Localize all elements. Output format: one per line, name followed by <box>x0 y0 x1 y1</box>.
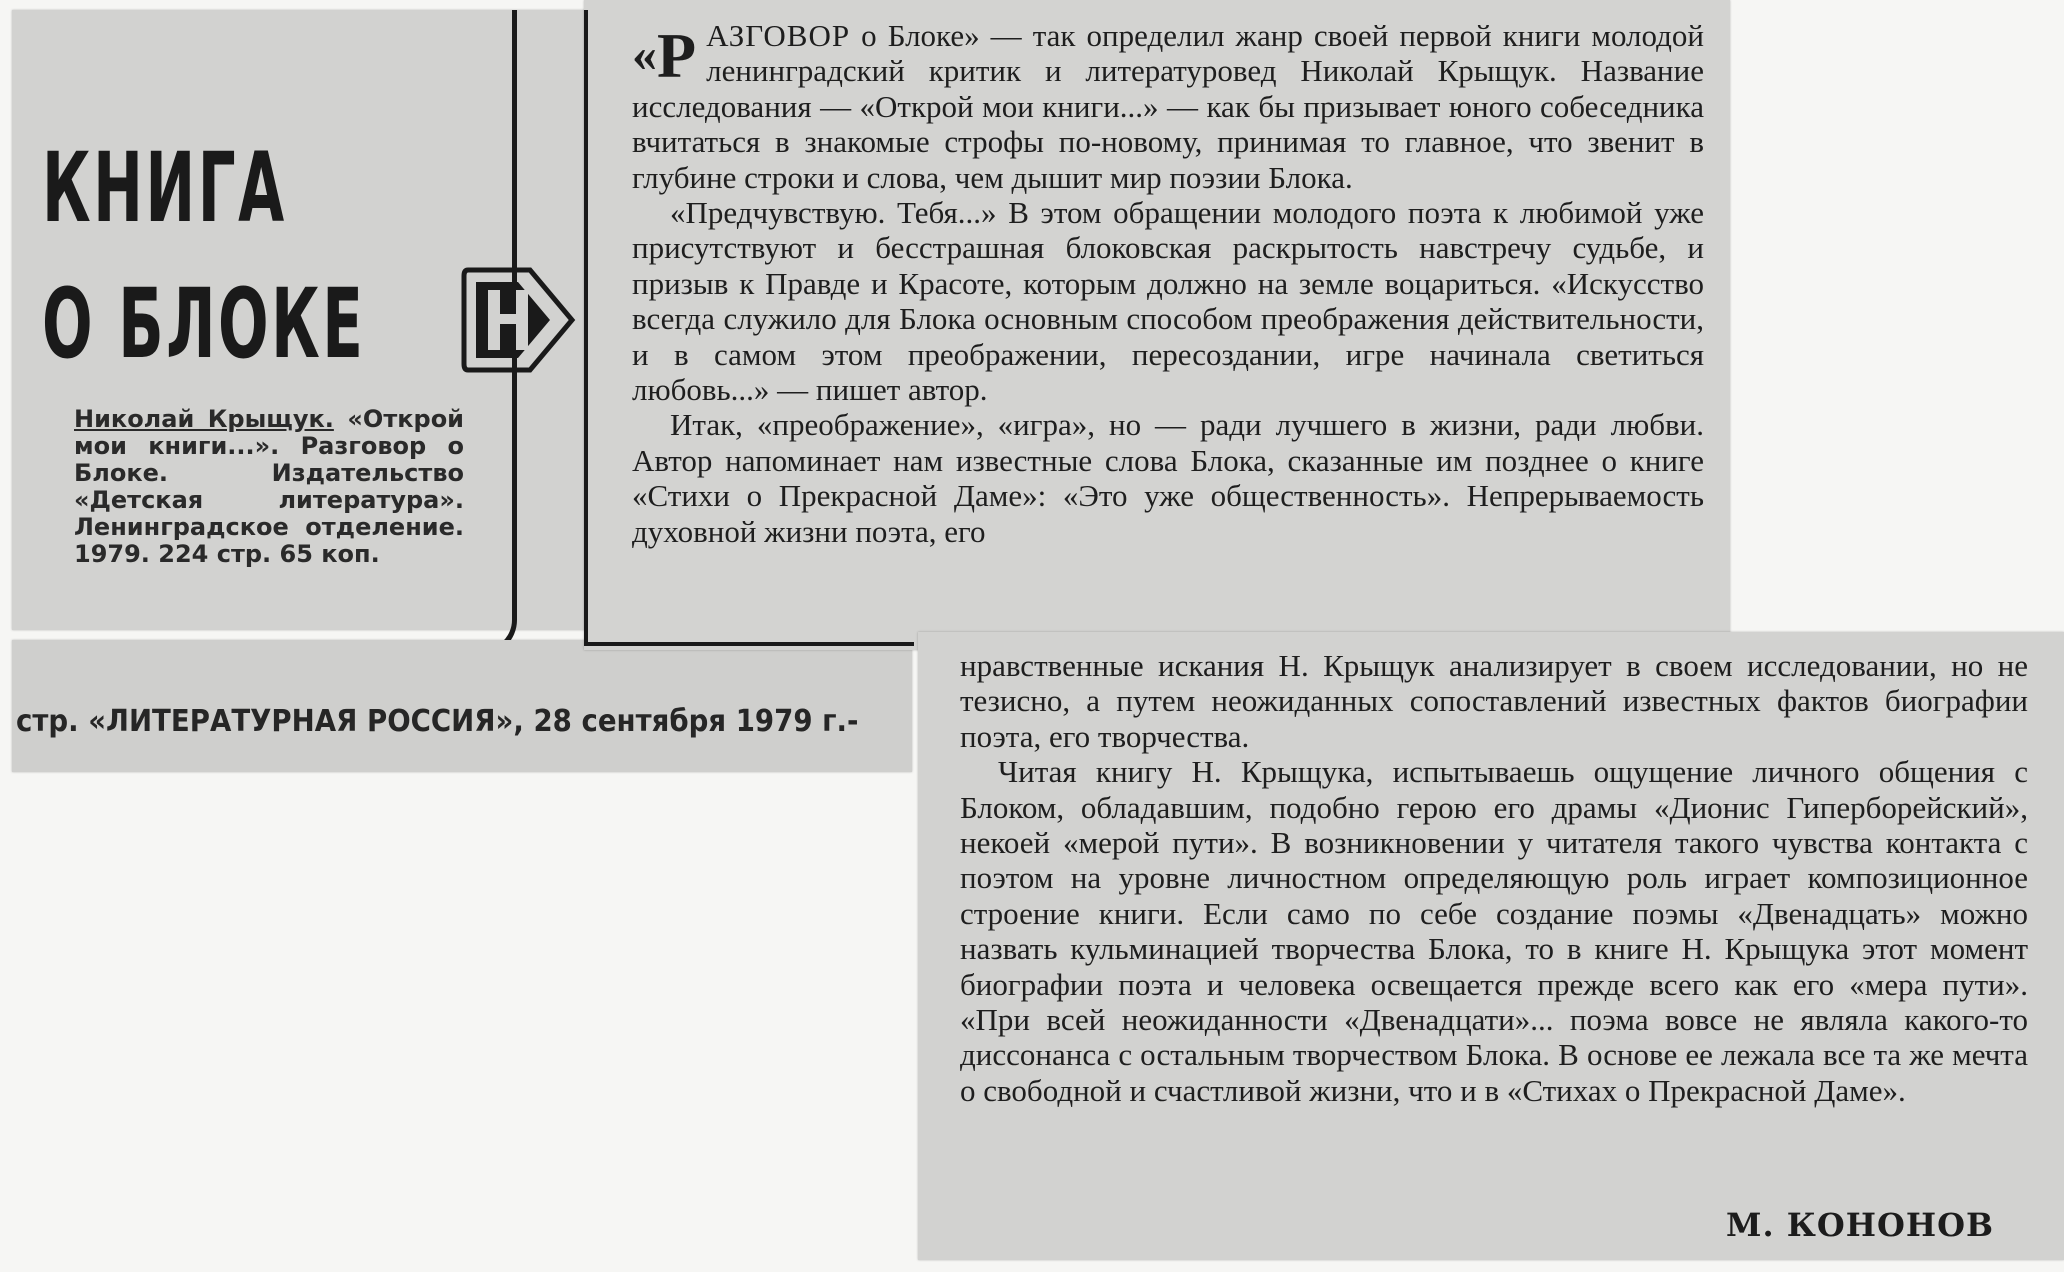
article-paragraph-2: «Предчувствую. Тебя...» В этом обращении молодого поэта к любимой уже присутствуют и бесстрашная блоковская раскрытость навстречу судьбе, и призыв к Правде и Красоте, которым должно на земле воцариться. «Искусство всегда служило для Блока основным способом преображения действительности, и в самом этом преображении, пересоздании, игре начинала светиться любовь...» — пишет автор. <box>632 195 1704 408</box>
article-paragraph-1 <box>632 18 1704 195</box>
article-paragraph-4: Читая книгу Н. Крыщука, испытываешь ощущение личного общения с Блоком, обладавшим, подобно герою его драмы «Дионис Гиперборейский», некоей «мерой пути». В возникновении у читателя такого чувства контакта с поэтом на уровне личностном определяющую роль играет композиционное строение книги. Если само по себе создание поэмы «Двенадцать» можно назвать кульминацией творчества Блока, то в книге Н. Крыщука этот момент биографии поэта и человека освещается прежде всего как его «мера пути». «При всей неожиданности «Двенадцати»... поэма вовсе не являла какого-то диссонанса с остальным творчеством Блока. В основе ее лежала все та же мечта о свободной и счастливой жизни, что и в «Стихах о Прекрасной Даме». <box>960 754 2028 1108</box>
paragraph-1-text: о Блоке» — так определил жанр своей первой книги молодой ленинградский критик и литературовед Николай Крыщук. Название исследования — «Открой мои книги...» — как бы призывает юного собеседника вчитаться в знакомые строфы по-новому, принимая то главное, что звенит в глубине строки и слова, чем дышит мир поэзии Блока. <box>632 18 1704 195</box>
book-details: «Открой мои книги...». Разговор о Блоке. Издательство «Детская литература». Ленинградское отделение. 1979. 224 стр. 65 коп. <box>74 405 464 568</box>
book-reference <box>74 406 464 568</box>
citation-strip <box>12 640 912 772</box>
heading-line-2: О БЛОКЕ <box>42 268 366 380</box>
source-citation: стр. «ЛИТЕРАТУРНАЯ РОССИЯ», 28 сентября 1979 г.- <box>16 704 859 739</box>
arrow-shaped-rubric-icon <box>460 260 580 380</box>
left-clipping <box>12 10 592 630</box>
article-body-top <box>632 18 1704 549</box>
book-author: Николай Крыщук. <box>74 405 334 433</box>
article-paragraph-3-continued: нравственные искания Н. Крыщук анализирует в своем исследовании, но не тезисно, а путем неожиданных сопоставлений известных фактов биографии поэта, его творчества. <box>960 648 2028 754</box>
column-rule <box>584 10 588 646</box>
lead-word: АЗГОВОР <box>706 18 851 53</box>
drop-cap: «Р <box>632 20 697 91</box>
heading-line-1: КНИГА <box>42 132 287 244</box>
column-rule-bottom <box>584 642 914 646</box>
author-signature: М. КОНОНОВ <box>1726 1206 1994 1244</box>
article-heading <box>42 120 365 392</box>
article-paragraph-3: Итак, «преображение», «игра», но — ради лучшего в жизни, ради любви. Автор напоминает нам известные слова Блока, сказанные им позднее о книге «Стихи о Прекрасной Даме»: «Это уже общественность». Непрерываемость духовной жизни поэта, его <box>632 407 1704 549</box>
article-body-bottom <box>960 648 2028 1108</box>
